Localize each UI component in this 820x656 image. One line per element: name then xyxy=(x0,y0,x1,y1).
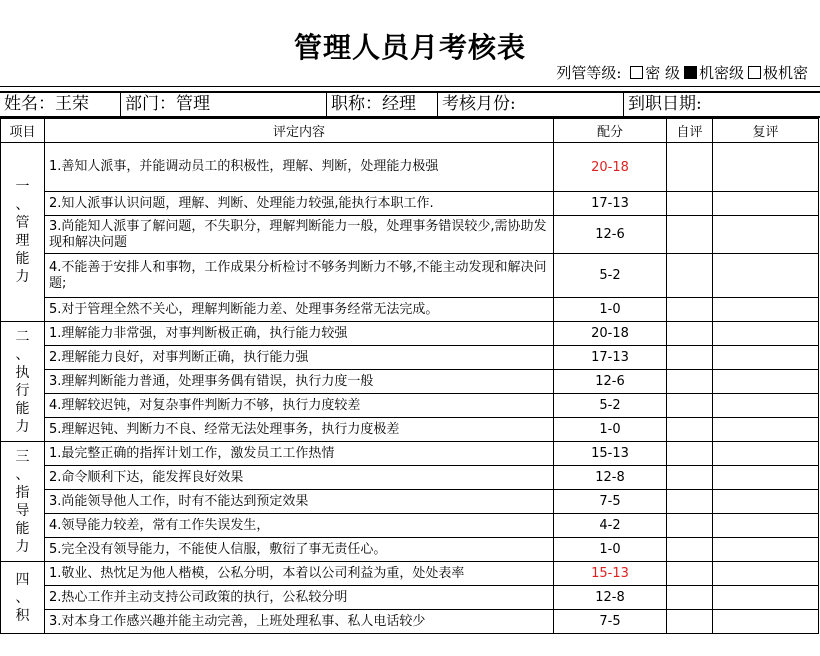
unchecked-box-icon xyxy=(630,66,643,79)
score-range: 1-0 xyxy=(554,418,667,442)
table-row xyxy=(1,562,819,586)
review-input[interactable] xyxy=(713,216,819,254)
self-eval-input[interactable] xyxy=(667,322,713,346)
review-input[interactable] xyxy=(713,466,819,490)
category-char: 、 xyxy=(15,197,30,213)
review-input[interactable] xyxy=(713,418,819,442)
criterion-text: 1.理解能力非常强，对事判断极正确，执行能力较强 xyxy=(45,322,554,346)
join-date: 到职日期: xyxy=(628,94,702,114)
criterion-text: 5.理解迟钝、判断力不良、经常无法处理事务，执行力度极差 xyxy=(45,418,554,442)
header-item: 项目 xyxy=(1,119,45,143)
category-char: 理 xyxy=(15,233,30,249)
review-input[interactable] xyxy=(713,298,819,322)
category-char: 力 xyxy=(15,538,30,555)
self-eval-input[interactable] xyxy=(667,538,713,562)
score-range: 20-18 xyxy=(554,143,667,192)
assessment-table xyxy=(0,118,819,634)
self-eval-input[interactable] xyxy=(667,466,713,490)
criterion-text: 1.善知人派事，并能调动员工的积极性，理解、判断，处理能力极强 xyxy=(45,143,554,192)
security-level-label: 列管等级: xyxy=(556,64,622,82)
criterion-text: 2.热心工作并主动支持公司政策的执行，公私较分明 xyxy=(45,586,554,610)
criterion-text: 4.不能善于安排人和事物，工作成果分析检讨不够务判断力不够,不能主动发现和解决问题; xyxy=(45,254,554,298)
review-input[interactable] xyxy=(713,394,819,418)
criterion-text: 2.知人派事认识问题，理解、判断、处理能力较强,能执行本职工作. xyxy=(45,192,554,216)
score-range: 1-0 xyxy=(554,538,667,562)
category-char: 导 xyxy=(15,502,30,519)
table-row xyxy=(1,586,819,610)
criterion-text: 3.对本身工作感兴趣并能主动完善，上班处理私事、私人电话较少 xyxy=(45,610,554,634)
score-range: 12-8 xyxy=(554,466,667,490)
self-eval-input[interactable] xyxy=(667,298,713,322)
header-self-eval: 自评 xyxy=(667,119,713,143)
security-option-label: 机密级 xyxy=(698,64,744,82)
score-range: 12-8 xyxy=(554,586,667,610)
self-eval-input[interactable] xyxy=(667,346,713,370)
self-eval-input[interactable] xyxy=(667,610,713,634)
self-eval-input[interactable] xyxy=(667,490,713,514)
table-row xyxy=(1,298,819,322)
criterion-text: 1.最完整正确的指挥计划工作，激发员工工作热情 xyxy=(45,442,554,466)
category-char: 、 xyxy=(15,589,30,606)
table-row xyxy=(1,466,819,490)
review-input[interactable] xyxy=(713,562,819,586)
self-eval-input[interactable] xyxy=(667,254,713,298)
review-input[interactable] xyxy=(713,442,819,466)
self-eval-input[interactable] xyxy=(667,514,713,538)
self-eval-input[interactable] xyxy=(667,143,713,192)
criterion-text: 3.尚能知人派事了解问题，不失职分，理解判断能力一般，处理事务错误较少,需协助发现和解决问题 xyxy=(45,216,554,254)
self-eval-input[interactable] xyxy=(667,216,713,254)
category-char: 能 xyxy=(15,251,30,267)
category-char: 力 xyxy=(15,418,30,435)
score-range: 17-13 xyxy=(554,192,667,216)
category-cell xyxy=(1,143,45,322)
criterion-text: 3.理解判断能力普通，处理事务偶有错误，执行力度一般 xyxy=(45,370,554,394)
self-eval-input[interactable] xyxy=(667,192,713,216)
self-eval-input[interactable] xyxy=(667,562,713,586)
category-char: 行 xyxy=(15,382,30,399)
score-range: 20-18 xyxy=(554,322,667,346)
category-char: 力 xyxy=(15,269,30,285)
review-input[interactable] xyxy=(713,514,819,538)
table-row xyxy=(1,322,819,346)
criterion-text: 5.对于管理全然不关心，理解判断能力差、处理事务经常无法完成。 xyxy=(45,298,554,322)
review-input[interactable] xyxy=(713,490,819,514)
table-row xyxy=(1,490,819,514)
review-input[interactable] xyxy=(713,254,819,298)
review-input[interactable] xyxy=(713,346,819,370)
table-row xyxy=(1,514,819,538)
table-row xyxy=(1,192,819,216)
table-header-row xyxy=(1,119,819,143)
assessment-month: 考核月份: xyxy=(438,93,624,116)
score-range: 17-13 xyxy=(554,346,667,370)
category-char: 能 xyxy=(15,400,30,417)
criterion-text: 5.完全没有领导能力，不能使人信服，敷衍了事无责任心。 xyxy=(45,538,554,562)
category-cell xyxy=(1,322,45,442)
checked-box-icon xyxy=(684,66,697,79)
table-row xyxy=(1,394,819,418)
security-level xyxy=(556,62,808,83)
category-char: 能 xyxy=(15,520,30,537)
category-char: 积 xyxy=(15,607,30,624)
score-range: 4-2 xyxy=(554,514,667,538)
review-input[interactable] xyxy=(713,370,819,394)
header-review: 复评 xyxy=(713,119,819,143)
table-row xyxy=(1,442,819,466)
score-range: 5-2 xyxy=(554,254,667,298)
score-range: 5-2 xyxy=(554,394,667,418)
category-char: 执 xyxy=(15,364,30,381)
criterion-text: 2.命令顺利下达，能发挥良好效果 xyxy=(45,466,554,490)
criterion-text: 4.理解较迟钝，对复杂事件判断力不够，执行力度较差 xyxy=(45,394,554,418)
self-eval-input[interactable] xyxy=(667,370,713,394)
category-char: 四 xyxy=(15,571,30,588)
category-char: 二 xyxy=(15,328,30,345)
security-option[interactable] xyxy=(744,64,808,82)
category-cell xyxy=(1,562,45,634)
table-row xyxy=(1,370,819,394)
page-title: 管理人员月考核表 xyxy=(293,31,526,64)
employee-name: 姓名：王荣 xyxy=(0,93,121,116)
category-char: 、 xyxy=(15,346,30,363)
employee-position: 职称：经理 xyxy=(327,93,438,116)
self-eval-input[interactable] xyxy=(667,394,713,418)
review-input[interactable] xyxy=(713,322,819,346)
review-input[interactable] xyxy=(713,586,819,610)
security-option[interactable] xyxy=(626,64,680,82)
review-input[interactable] xyxy=(713,143,819,192)
score-range: 12-6 xyxy=(554,216,667,254)
score-range: 7-5 xyxy=(554,610,667,634)
self-eval-input[interactable] xyxy=(667,586,713,610)
score-range: 15-13 xyxy=(554,442,667,466)
header-score: 配分 xyxy=(554,119,667,143)
title-divider xyxy=(0,86,820,87)
table-row xyxy=(1,143,819,192)
security-option-label: 密 级 xyxy=(645,64,680,82)
review-input[interactable] xyxy=(713,610,819,634)
table-row xyxy=(1,610,819,634)
category-char: 一 xyxy=(15,179,30,195)
unchecked-box-icon xyxy=(748,66,761,79)
criterion-text: 4.领导能力较差，常有工作失误发生， xyxy=(45,514,554,538)
self-eval-input[interactable] xyxy=(667,418,713,442)
review-input[interactable] xyxy=(713,538,819,562)
score-range: 12-6 xyxy=(554,370,667,394)
criterion-text: 1.敬业、热忱足为他人楷模，公私分明，本着以公司利益为重，处处表率 xyxy=(45,562,554,586)
category-char: 指 xyxy=(15,484,30,501)
category-char: 、 xyxy=(15,466,30,483)
table-row xyxy=(1,346,819,370)
security-option[interactable] xyxy=(680,64,744,82)
table-row xyxy=(1,216,819,254)
table-row xyxy=(1,254,819,298)
category-cell xyxy=(1,442,45,562)
score-range: 15-13 xyxy=(554,562,667,586)
category-char: 管 xyxy=(15,215,30,231)
category-char: 三 xyxy=(15,448,30,465)
employee-department: 部门：管理 xyxy=(121,93,327,116)
security-option-label: 极机密 xyxy=(762,64,808,82)
criterion-text: 2.理解能力良好，对事判断正确，执行能力强 xyxy=(45,346,554,370)
score-range: 1-0 xyxy=(554,298,667,322)
review-input[interactable] xyxy=(713,192,819,216)
score-range: 7-5 xyxy=(554,490,667,514)
table-row xyxy=(1,418,819,442)
criterion-text: 3.尚能领导他人工作，时有不能达到预定效果 xyxy=(45,490,554,514)
self-eval-input[interactable] xyxy=(667,442,713,466)
table-row xyxy=(1,538,819,562)
employee-info-row xyxy=(0,91,820,118)
header-content: 评定内容 xyxy=(45,119,554,143)
